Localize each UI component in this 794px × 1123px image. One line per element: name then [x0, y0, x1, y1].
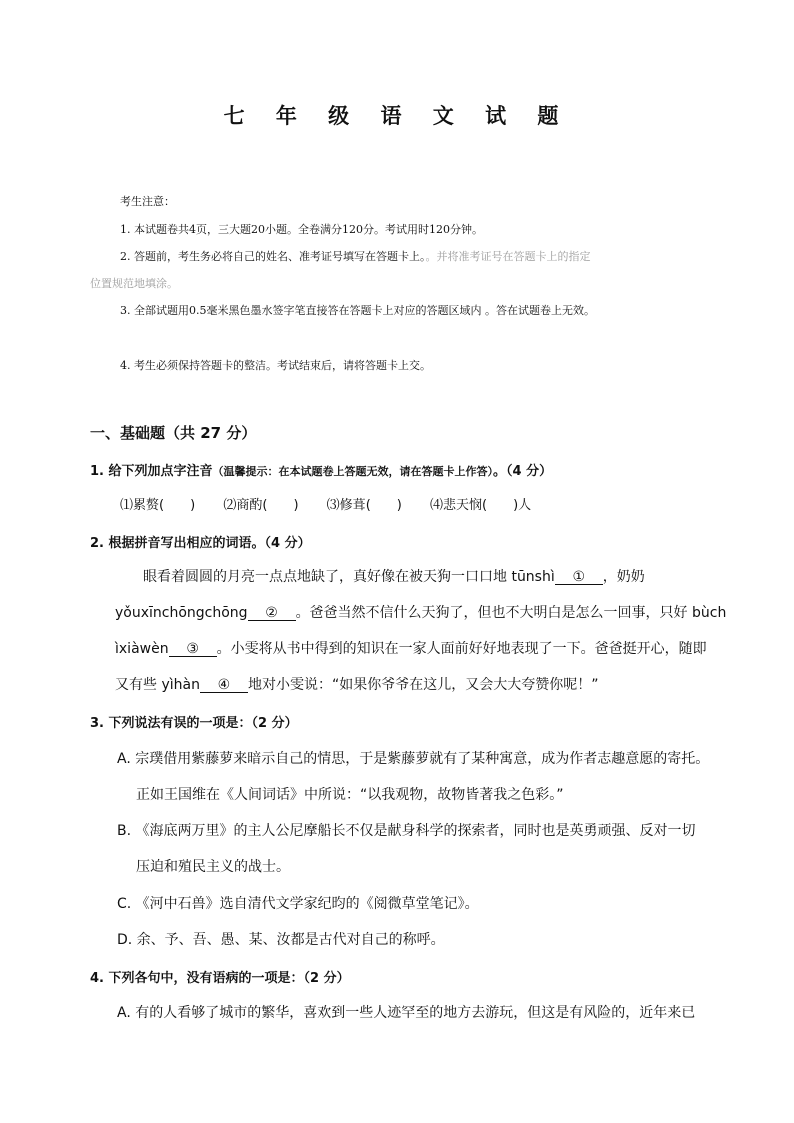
question-3-stem: 3. 下列说法有误的一项是：（2 分） — [90, 716, 298, 731]
q1-item-4-suffix: 人 — [518, 498, 532, 513]
notice-item-1: 1. 本试题卷共4页，三大题20小题。全卷满分120分。考试用时120分钟。 — [120, 223, 483, 236]
question-1-score: 。（4 分） — [493, 464, 553, 479]
q2-blank-4: ④ — [200, 678, 248, 693]
q2-line-2-pinyin: yǒuxīnchōngchōng — [115, 605, 248, 621]
question-2-line-1 — [143, 566, 645, 586]
question-4-stem: 4. 下列各句中，没有语病的一项是：（2 分） — [90, 971, 350, 986]
q1-item-4-num: ⑷ — [429, 498, 443, 513]
question-2-line-4 — [115, 674, 598, 694]
question-1 — [90, 460, 552, 479]
q1-item-1: ⑴累赘( ) — [120, 498, 196, 513]
question-2-line-3 — [115, 638, 707, 658]
notice-item-2-text: 2. 答题前，考生务必将自己的姓名、准考证号填写在答题卡上。 — [120, 250, 426, 263]
notice-item-2-faded: 。并将准考证号在答题卡上的指定 — [425, 250, 591, 263]
q2-blank-3: ③ — [169, 642, 217, 657]
notice-item-2 — [120, 248, 591, 264]
q1-item-2-num: ⑵ — [223, 498, 237, 513]
q3-option-c: C. 《河中石兽》选自清代文学家纪昀的《阅微草堂笔记》。 — [117, 896, 479, 912]
page-title: 七 年 级 语 文 试 题 — [223, 103, 571, 128]
q3-option-b-continued: 压迫和殖民主义的战士。 — [136, 859, 290, 875]
q1-item-1-word: 累赘 — [133, 498, 160, 513]
question-2-stem: 2. 根据拼音写出相应的词语。（4 分） — [90, 536, 311, 551]
notice-heading: 考生注意： — [120, 195, 175, 208]
question-1-tip: （温馨提示：在本试题卷上答题无效，请在答题卡上作答） — [212, 465, 494, 478]
q3-option-d: D. 余、予、吾、愚、某、汝都是古代对自己的称呼。 — [117, 932, 445, 948]
q3-option-a-continued: 正如王国维在《人间词话》中所说：“以我观物，故物皆著我之色彩。” — [136, 787, 564, 803]
q2-line-4-text: 又有些 yìhàn — [115, 677, 200, 693]
section-heading: 一、基础题（共 27 分） — [90, 424, 257, 442]
notice-item-2-continued: 位置规范地填涂。 — [90, 277, 178, 290]
q3-option-b: B. 《海底两万里》的主人公尼摩船长不仅是献身科学的探索者，同时也是英勇顽强、反对一切 — [117, 823, 696, 839]
q1-item-1-num: ⑴ — [120, 498, 134, 513]
q1-item-4-word: 悲天悯 — [443, 498, 483, 513]
q1-item-3-word: 修葺 — [339, 498, 366, 513]
q2-line-1-text: 眼看着圆圆的月亮一点点地缺了，真好像在被天狗一口口地 tūnshì — [143, 569, 555, 585]
q1-item-4: ⑷悲天悯( )人 — [429, 498, 532, 513]
q2-blank-1: ① — [555, 570, 603, 585]
notice-item-4: 4. 考生必须保持答题卡的整洁。考试结束后，请将答题卡上交。 — [120, 359, 431, 372]
q2-line-3-tail: 。小雯将从书中得到的知识在一家人面前好好地表现了一下。爸爸挺开心，随即 — [216, 641, 707, 657]
q2-line-2-tail: 。爸爸当然不信什么天狗了，但也不大明白是怎么一回事，只好 bùch — [295, 605, 727, 621]
question-1-items — [120, 494, 555, 513]
question-1-stem: 1. 给下列加点字注音 — [90, 464, 213, 479]
q1-item-3: ⑶修葺( ) — [326, 498, 402, 513]
q3-option-a: A. 宗璞借用紫藤萝来暗示自己的情思，于是紫藤萝就有了某种寓意，成为作者志趣意愿的寄托。 — [117, 751, 710, 767]
q2-line-4-tail: 地对小雯说：“如果你爷爷在这儿，又会大大夸赞你呢！” — [247, 677, 599, 693]
q4-option-a: A. 有的人看够了城市的繁华，喜欢到一些人迹罕至的地方去游玩，但这是有风险的，近年来已 — [117, 1005, 696, 1021]
question-2-line-2 — [115, 602, 726, 622]
q2-line-3-pinyin: ìxiàwèn — [115, 641, 169, 657]
notice-item-3: 3. 全部试题用0.5毫米黑色墨水签字笔直接答在答题卡上对应的答题区域内 。答在试题卷上无效。 — [120, 304, 595, 317]
q2-line-1-tail: ，奶奶 — [602, 569, 645, 585]
q2-blank-2: ② — [248, 606, 296, 621]
q1-item-3-num: ⑶ — [326, 498, 340, 513]
q1-item-2-word: 商酌 — [236, 498, 263, 513]
q1-item-2: ⑵商酌( ) — [223, 498, 299, 513]
